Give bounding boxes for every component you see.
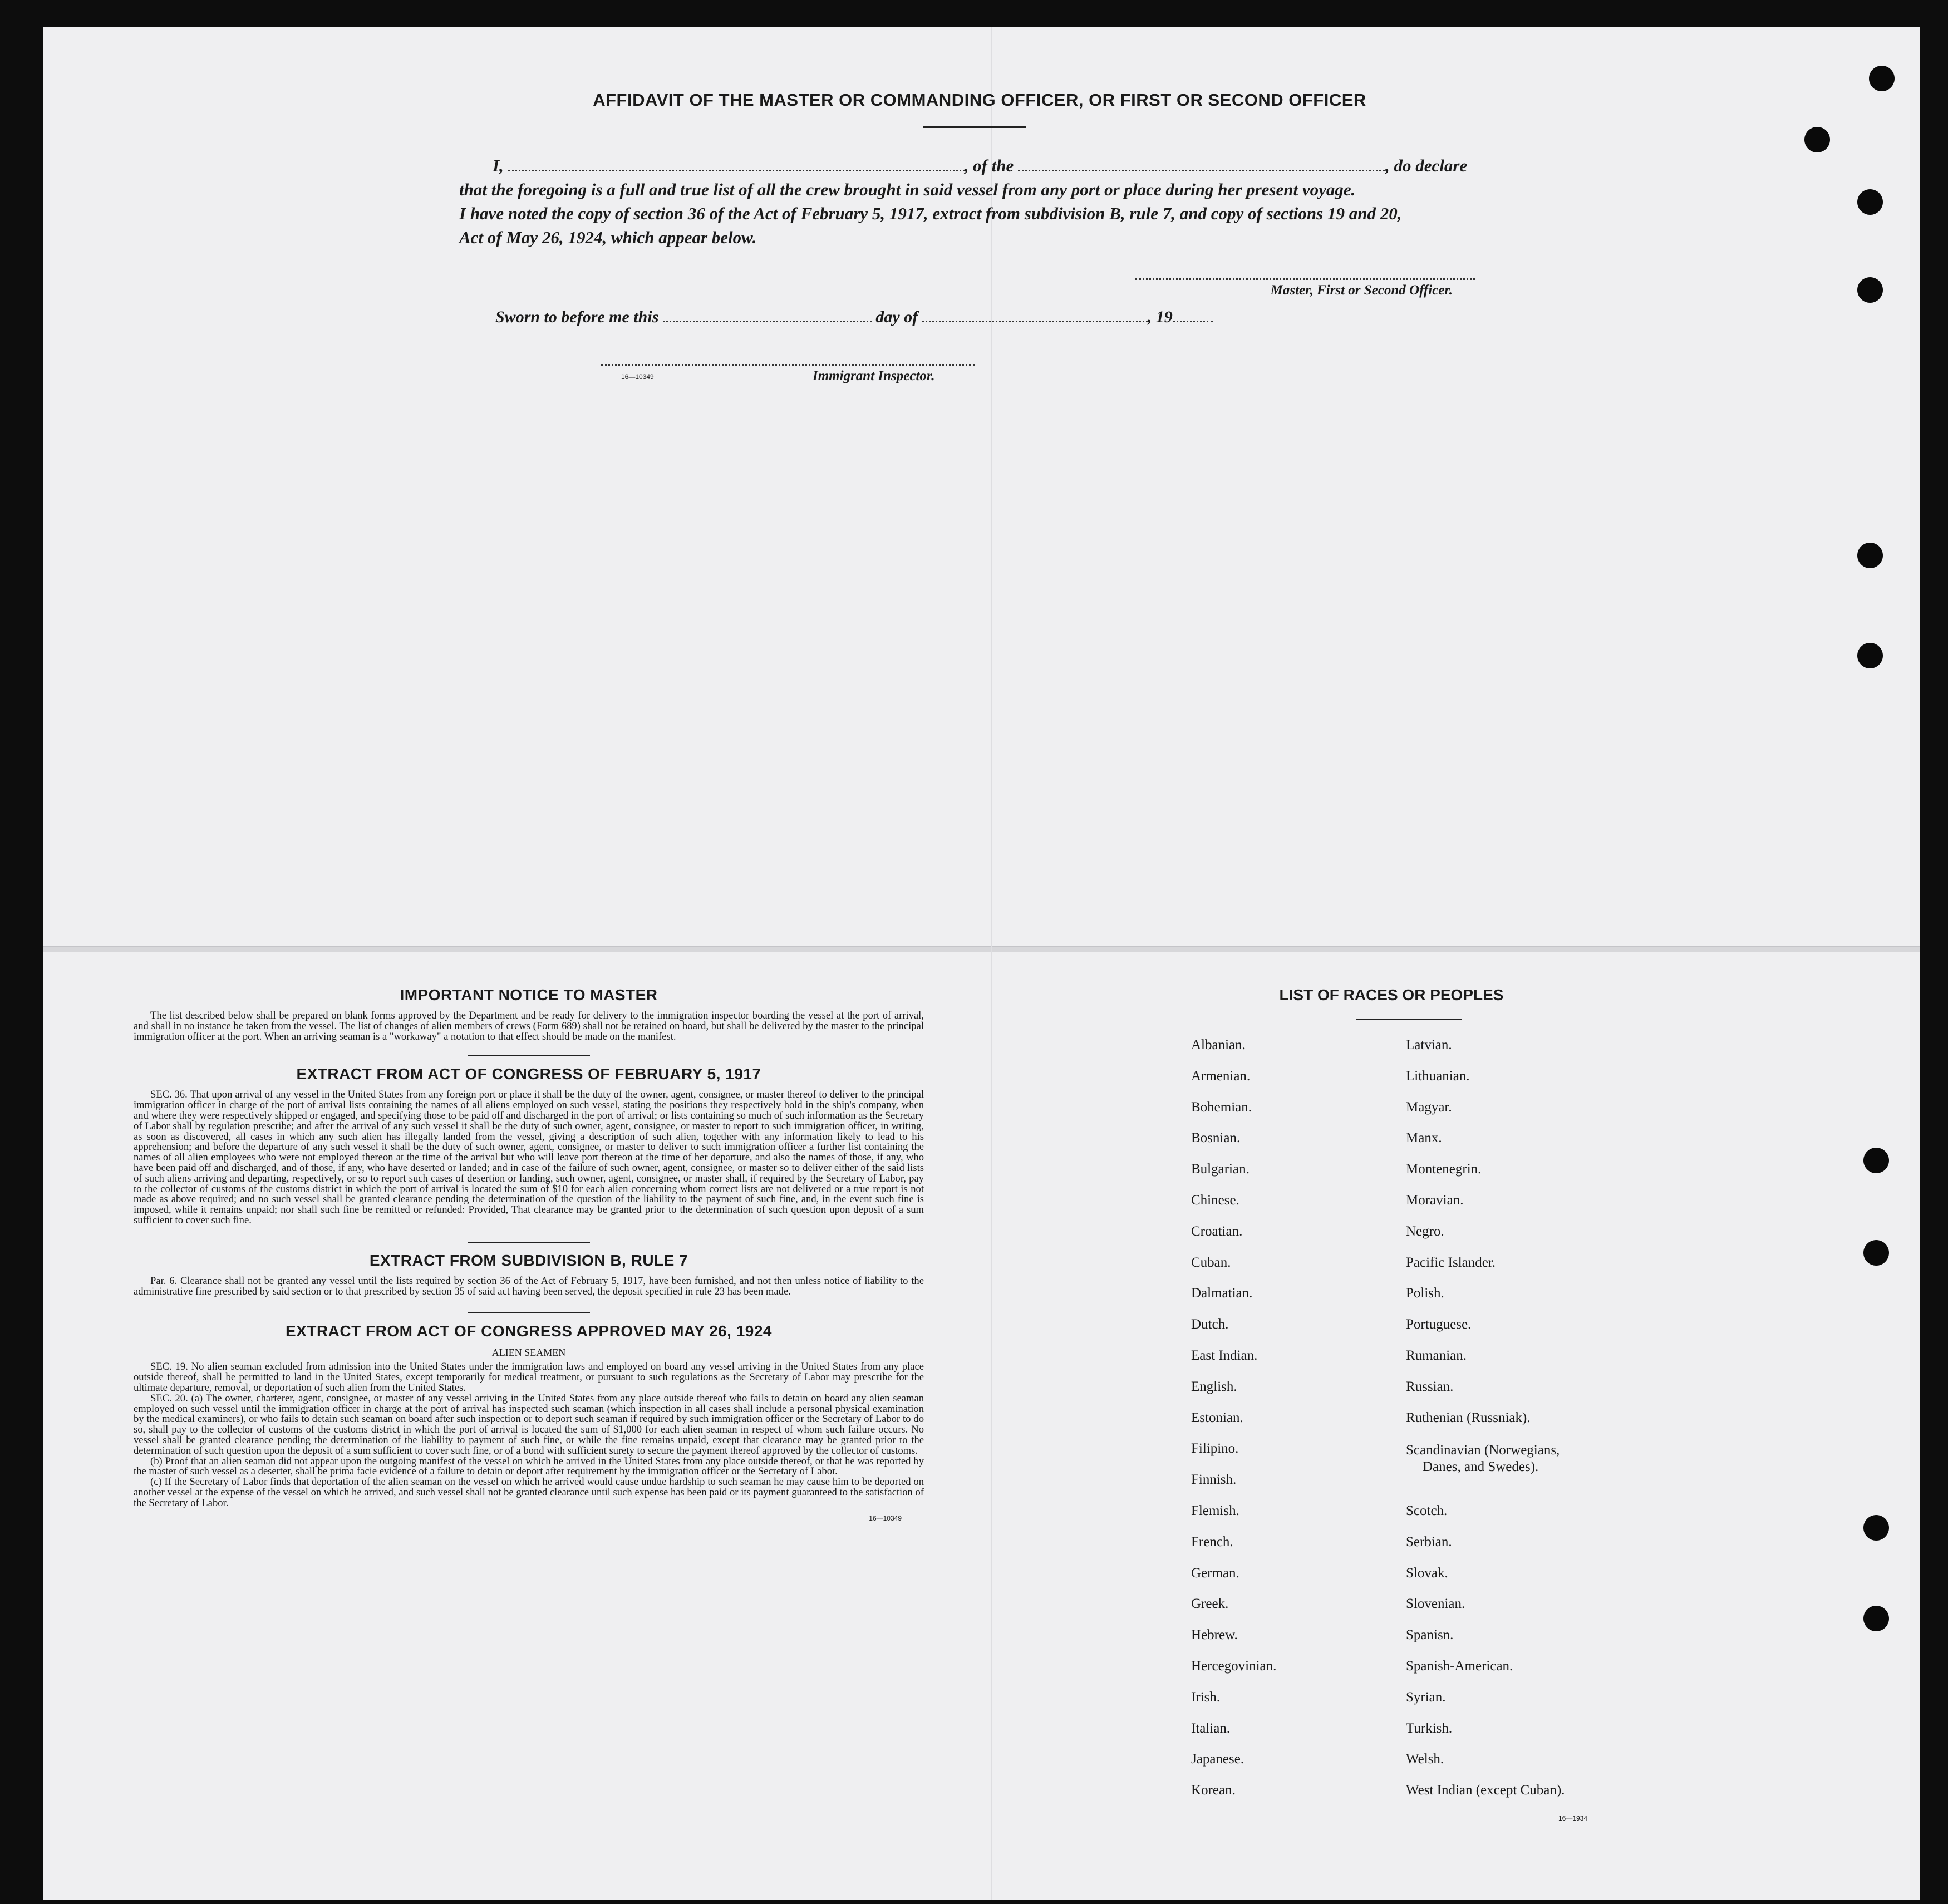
race-item: Bulgarian. [1191, 1162, 1250, 1177]
punch-hole [1857, 643, 1883, 668]
race-item: Bohemian. [1191, 1099, 1252, 1115]
sworn-line [495, 307, 1330, 327]
punch-hole [1863, 1240, 1889, 1266]
form-number: 16—10349 [621, 373, 654, 381]
race-item: Slovenian. [1406, 1596, 1465, 1612]
race-item: Dalmatian. [1191, 1286, 1253, 1301]
race-item: French. [1191, 1534, 1233, 1549]
vessel-field[interactable] [1018, 156, 1385, 171]
extract-1924-title: EXTRACT FROM ACT OF CONGRESS APPROVED MAY 26, 1924 [286, 1322, 772, 1340]
race-item: Lithuanian. [1406, 1068, 1470, 1084]
race-item: Negro. [1406, 1223, 1444, 1239]
section-rule [468, 1242, 590, 1243]
punch-hole [1863, 1606, 1889, 1631]
race-item-line: Scandinavian (Norwegians, [1406, 1443, 1560, 1458]
form-number: 16—1934 [1558, 1814, 1588, 1822]
race-item-two-line [1406, 1438, 1565, 1475]
race-item: Finnish. [1191, 1472, 1237, 1488]
affidavit-text [459, 154, 1506, 249]
punch-hole [1869, 66, 1895, 91]
punch-hole [1857, 543, 1883, 568]
race-item: Spanisn. [1406, 1627, 1454, 1643]
extract-rule7-body: Par. 6. Clearance shall not be granted any vessel until the lists required by section 36 of the Act of February 5, 1917, have been furnished, and not then unless notice of liability to the administrative fine prescribed by said section or to that prescribed by section 35 of said act having been served, the deposit specified in rule 23 has been made. [134, 1275, 924, 1297]
races-title: LIST OF RACES OR PEOPLES [1279, 986, 1504, 1003]
punch-hole [1863, 1515, 1889, 1541]
race-item: Ruthenian (Russniak). [1406, 1410, 1531, 1425]
race-item: Russian. [1406, 1379, 1454, 1394]
race-item: Moravian. [1406, 1192, 1464, 1208]
sec20b-body: (b) Proof that an alien seaman did not appear upon the outgoing manifest of the vessel on which he arrived in the United States from any place outside thereof, or that he was reported by the master of such vessel as a deserter, shall be prima facie evidence of a failure to detain or deport after requirement by the immigration officer or the Secretary of Labor. [134, 1455, 924, 1478]
sec20a-body: SEC. 20. (a) The owner, charterer, agent, consignee, or master of any vessel arriving in the United States from any place outside thereof who fails to detain on board any alien seaman employed on such vessel until the immigration officer in charge at the port of arrival has inspected such seaman (which inspection in all cases shall include a personal physical examination by the medical examiners), or who fails to detain such seaman on board after such inspection or to deport such seaman if required by such immigration officer or the Secretary of Labor to do so, shall pay to the collector of customs of the customs district in which the port of arrival is located the sum of $1,000 for each alien seaman in respect of whom such failure occurs. No vessel shall be granted clearance pending the determination of the liability to payment of such fine, or while the fine remains unpaid, except that clearance may be granted prior to the determination of such question upon the deposit of a sum sufficient to cover such fine, or of a bond with sufficient surety to secure the payment thereof approved by the collector of customs. [134, 1392, 924, 1457]
race-item: Filipino. [1191, 1441, 1239, 1457]
races-left-column [1191, 1034, 1276, 1810]
extract-rule7-title: EXTRACT FROM SUBDIVISION B, RULE 7 [369, 1251, 688, 1269]
race-item: Hercegovinian. [1191, 1658, 1277, 1674]
horizontal-fold [43, 946, 1920, 952]
section-rule [468, 1055, 590, 1056]
race-item: German. [1191, 1565, 1239, 1581]
text-do-declare: , do declare [1385, 156, 1468, 175]
extract-1917-title: EXTRACT FROM ACT OF CONGRESS OF FEBRUARY 5, 1917 [296, 1065, 761, 1083]
punch-hole [1857, 189, 1883, 215]
race-item: Latvian. [1406, 1037, 1452, 1052]
affidavit-line-1 [459, 154, 1506, 178]
race-item: West Indian (except Cuban). [1406, 1783, 1565, 1798]
race-item: Serbian. [1406, 1534, 1452, 1549]
sec20c-body: (c) If the Secretary of Labor finds that deportation of the alien seaman on the vessel on which he arrived would cause undue hardship to such seaman he may cause him to be deported on another vessel at the expense of the vessel on which he arrived, and such vessel shall not be granted clearance until such expense has been paid or its payment guaranteed to the satisfaction of the Secretary of Labor. [134, 1476, 924, 1509]
race-item: Welsh. [1406, 1752, 1444, 1767]
punch-hole [1804, 127, 1830, 152]
notice-section [134, 981, 924, 1522]
race-item: Irish. [1191, 1689, 1221, 1705]
race-item: Armenian. [1191, 1068, 1251, 1084]
race-item: Pacific Islander. [1406, 1254, 1496, 1270]
race-item: Hebrew. [1191, 1627, 1238, 1643]
day-field[interactable] [663, 307, 872, 322]
extract-1917-body: SEC. 36. That upon arrival of any vessel in the United States from any foreign port or place it shall be the duty of the owner, agent, consignee, or master thereof to deliver to the principal immigration officer in charge of the port of arrival lists containing the names of all aliens employed on such vessel, stating the positions they respectively hold in the ship's company, when and where they were respectively shipped or engaged, and specifying those to be paid off and discharged in the port of arrival; or lists containing so much of such information as the Secretary of Labor shall by regulation prescribe; and after the arrival of any such vessel it shall be the duty of such owner, agent, consignee, or master to report to such immigration officer, in writing, as soon as discovered, all cases in which any such alien has illegally landed from the vessel, giving a description of such alien, together with any information likely to lead to his apprehension; and before the departure of any such vessel it shall be the duty of such owner, agent, consignee, or master to deliver to such immigration officer a further list containing the names of all alien employees who were not employed thereon at the time of the arrival but who will leave port thereon at the time of her departure, and also the names of those, if any, who have been paid off and discharged, and of those, if any, who have deserted or landed; and in case of the failure of such owner, agent, consignee, or master so to deliver either of the said lists of such aliens arriving and departing, respectively, or so to report such cases of desertion or landing, such owner, agent, consignee, or master shall, if required by the Secretary of Labor, pay to the collector of customs of the customs district in which the port of arrival is located the sum of $10 for each alien concerning whom correct lists are not delivered or a true report is not made as above required; and no such vessel shall be granted clearance pending the determination of the question of the liability to the payment of such fine, and, in the event such fine is imposed, while it remains unpaid; nor shall such fine be remitted or refunded: Provided, That clearance may be granted prior to the determination of such question upon deposit of a sum sufficient to cover such fine. [134, 1089, 924, 1226]
text-of-the: , of the [964, 156, 1014, 175]
race-item: Slovak. [1406, 1565, 1448, 1581]
race-item: Dutch. [1191, 1317, 1229, 1332]
race-item: Korean. [1191, 1783, 1236, 1798]
punch-hole [1857, 277, 1883, 303]
race-item: Montenegrin. [1406, 1162, 1482, 1177]
race-item: East Indian. [1191, 1347, 1258, 1363]
race-item: Bosnian. [1191, 1130, 1241, 1146]
alien-seamen-subtitle: ALIEN SEAMEN [491, 1347, 566, 1359]
race-item: Estonian. [1191, 1410, 1243, 1425]
sworn-text: Sworn to before me this [495, 308, 659, 326]
affidavit-title: AFFIDAVIT OF THE MASTER OR COMMANDING OFFICER, OR FIRST OR SECOND OFFICER [593, 90, 1366, 110]
sec19-body: SEC. 19. No alien seaman excluded from admission into the United States under the immigration laws and employed on board any vessel arriving in the United States from any place outside thereof, shall be permitted to land in the United States, except temporarily for medical treatment, or pursuant to such regulations as the Secretary of Labor may prescribe for the ultimate departure, removal, or deportation of such alien from the United States. [134, 1361, 924, 1394]
race-item: English. [1191, 1379, 1237, 1394]
month-field[interactable] [922, 307, 1148, 322]
title-rule [923, 126, 1026, 128]
races-right-column [1406, 1034, 1565, 1810]
race-item: Portuguese. [1406, 1317, 1472, 1332]
year-prefix: , 19 [1147, 308, 1173, 326]
race-item: Greek. [1191, 1596, 1229, 1612]
text-i: I, [493, 156, 504, 175]
day-of-text: day of [875, 308, 918, 326]
inspector-signature-field[interactable] [601, 364, 975, 366]
race-item: Polish. [1406, 1286, 1444, 1301]
affidavit-line-2: that the foregoing is a full and true list of all the crew brought in said vessel from any port or place during her present voyage. [459, 180, 1356, 199]
punch-hole [1863, 1148, 1889, 1173]
race-item: Japanese. [1191, 1752, 1244, 1767]
signature-field[interactable] [1135, 278, 1475, 280]
race-item: Scotch. [1406, 1503, 1448, 1518]
race-item-line: Danes, and Swedes). [1423, 1459, 1539, 1475]
form-number: 16—10349 [869, 1514, 902, 1522]
race-item: Manx. [1406, 1130, 1442, 1146]
race-item: Turkish. [1406, 1720, 1453, 1736]
race-item: Albanian. [1191, 1037, 1246, 1052]
race-item: Spanish-American. [1406, 1658, 1513, 1674]
affidavit-line-3: I have noted the copy of section 36 of the Act of February 5, 1917, extract from subdivision B, rule 7, and copy of sections 19 and 20, [459, 204, 1402, 223]
signature-label: Master, First or Second Officer. [1270, 283, 1453, 298]
notice-title: IMPORTANT NOTICE TO MASTER [400, 986, 658, 1003]
race-item: Italian. [1191, 1720, 1231, 1736]
affidavit-line-4: Act of May 26, 1924, which appear below. [459, 228, 757, 247]
year-field[interactable] [1173, 307, 1213, 322]
race-item: Chinese. [1191, 1192, 1239, 1208]
race-item: Rumanian. [1406, 1347, 1467, 1363]
race-item: Magyar. [1406, 1099, 1452, 1115]
race-item: Flemish. [1191, 1503, 1239, 1518]
inspector-label: Immigrant Inspector. [813, 368, 935, 383]
race-item: Croatian. [1191, 1223, 1243, 1239]
section-rule [468, 1312, 590, 1313]
notice-body: The list described below shall be prepared on blank forms approved by the Department and be ready for delivery to the immigration inspector boarding the vessel at the port of arrival, and shall in no instance be taken from the vessel. The list of changes of alien members of crews (Form 689) shall not be retained on board, but shall be delivered by the master to the principal immigration officer at the port. When an arriving seaman is a "workaway" a notation to that effect should be made on the manifest. [134, 1010, 924, 1042]
races-title-rule [1356, 1019, 1462, 1020]
race-item: Syrian. [1406, 1689, 1446, 1705]
name-field[interactable] [508, 156, 965, 171]
race-item: Cuban. [1191, 1254, 1231, 1270]
